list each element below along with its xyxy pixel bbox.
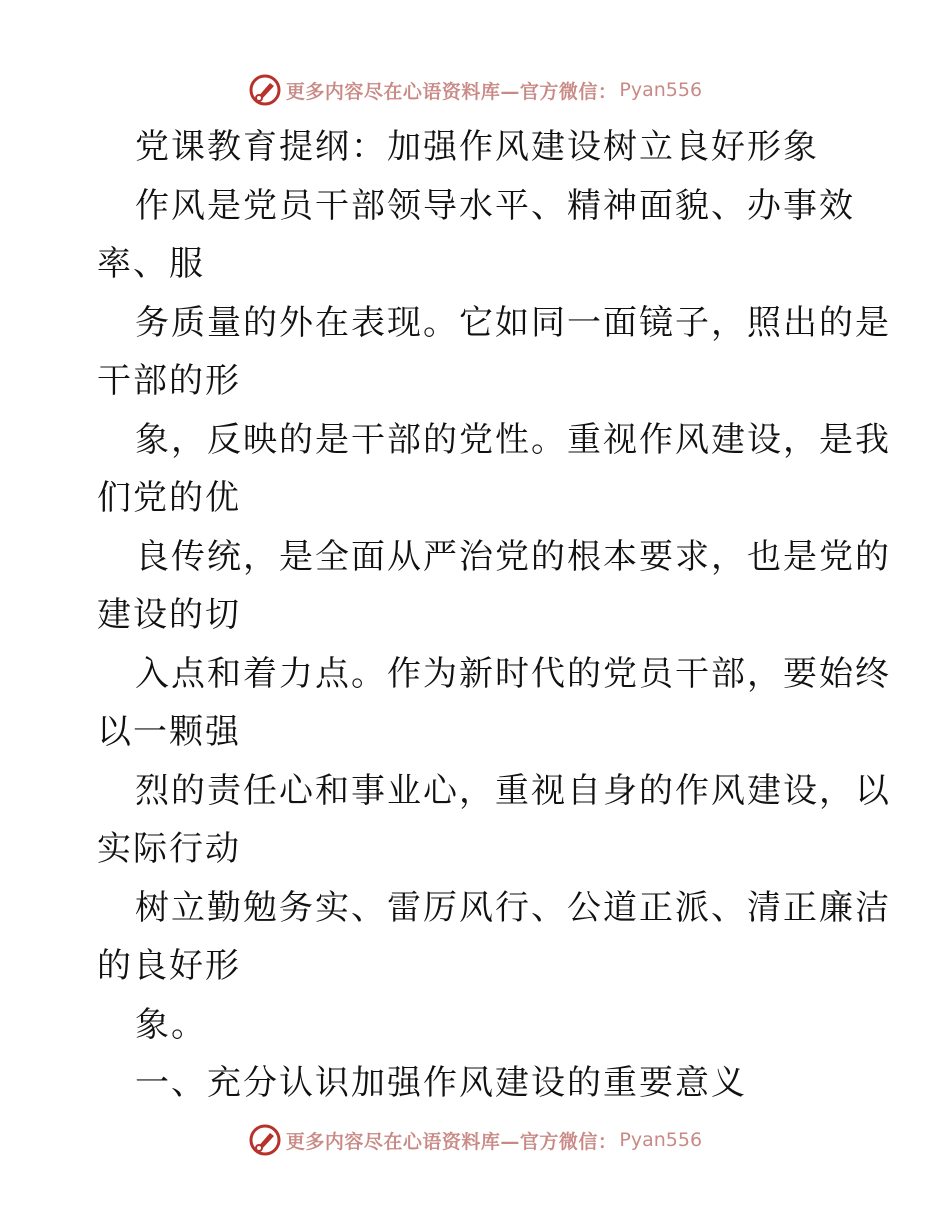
text-line: 作风是党员干部领导水平、精神面貌、办事效 bbox=[135, 185, 855, 226]
text-line: 率、服 bbox=[97, 244, 205, 284]
footer-watermark bbox=[0, 1120, 950, 1160]
text-line: 烈的责任心和事业心，重视自身的作风建设，以 bbox=[135, 770, 891, 811]
text-line: 良传统，是全面从严治党的根本要求，也是党的 bbox=[135, 536, 891, 577]
text-line: 实际行动 bbox=[97, 829, 241, 869]
text-line: 的良好形 bbox=[97, 946, 241, 986]
text-line: 党课教育提纲：加强作风建设树立良好形象 bbox=[135, 127, 819, 167]
header-watermark bbox=[0, 70, 950, 110]
text-line: 象，反映的是干部的党性。重视作风建设，是我 bbox=[135, 419, 891, 460]
text-line: 树立勤勉务实、雷厉风行、公道正派、清正廉洁 bbox=[135, 887, 891, 928]
watermark-wechat-id: Pyan556 bbox=[619, 1129, 703, 1151]
text-line: 务质量的外在表现。它如同一面镜子，照出的是 bbox=[135, 302, 891, 343]
text-line: 们党的优 bbox=[97, 478, 241, 518]
document-body bbox=[97, 118, 891, 1113]
pen-logo-icon bbox=[248, 1123, 282, 1157]
pen-logo-icon bbox=[248, 73, 282, 107]
text-line: 建设的切 bbox=[97, 595, 241, 635]
watermark-wechat-id: Pyan556 bbox=[619, 79, 703, 101]
text-line: 一、充分认识加强作风建设的重要意义 bbox=[135, 1063, 747, 1103]
text-line: 入点和着力点。作为新时代的党员干部，要始终 bbox=[135, 653, 891, 694]
watermark-text: 更多内容尽在心语资料库—官方微信： bbox=[285, 80, 618, 103]
text-line: 象。 bbox=[135, 1004, 207, 1045]
text-line: 干部的形 bbox=[97, 361, 241, 401]
text-line: 以一颗强 bbox=[97, 712, 241, 752]
watermark-text: 更多内容尽在心语资料库—官方微信： bbox=[285, 1130, 618, 1153]
